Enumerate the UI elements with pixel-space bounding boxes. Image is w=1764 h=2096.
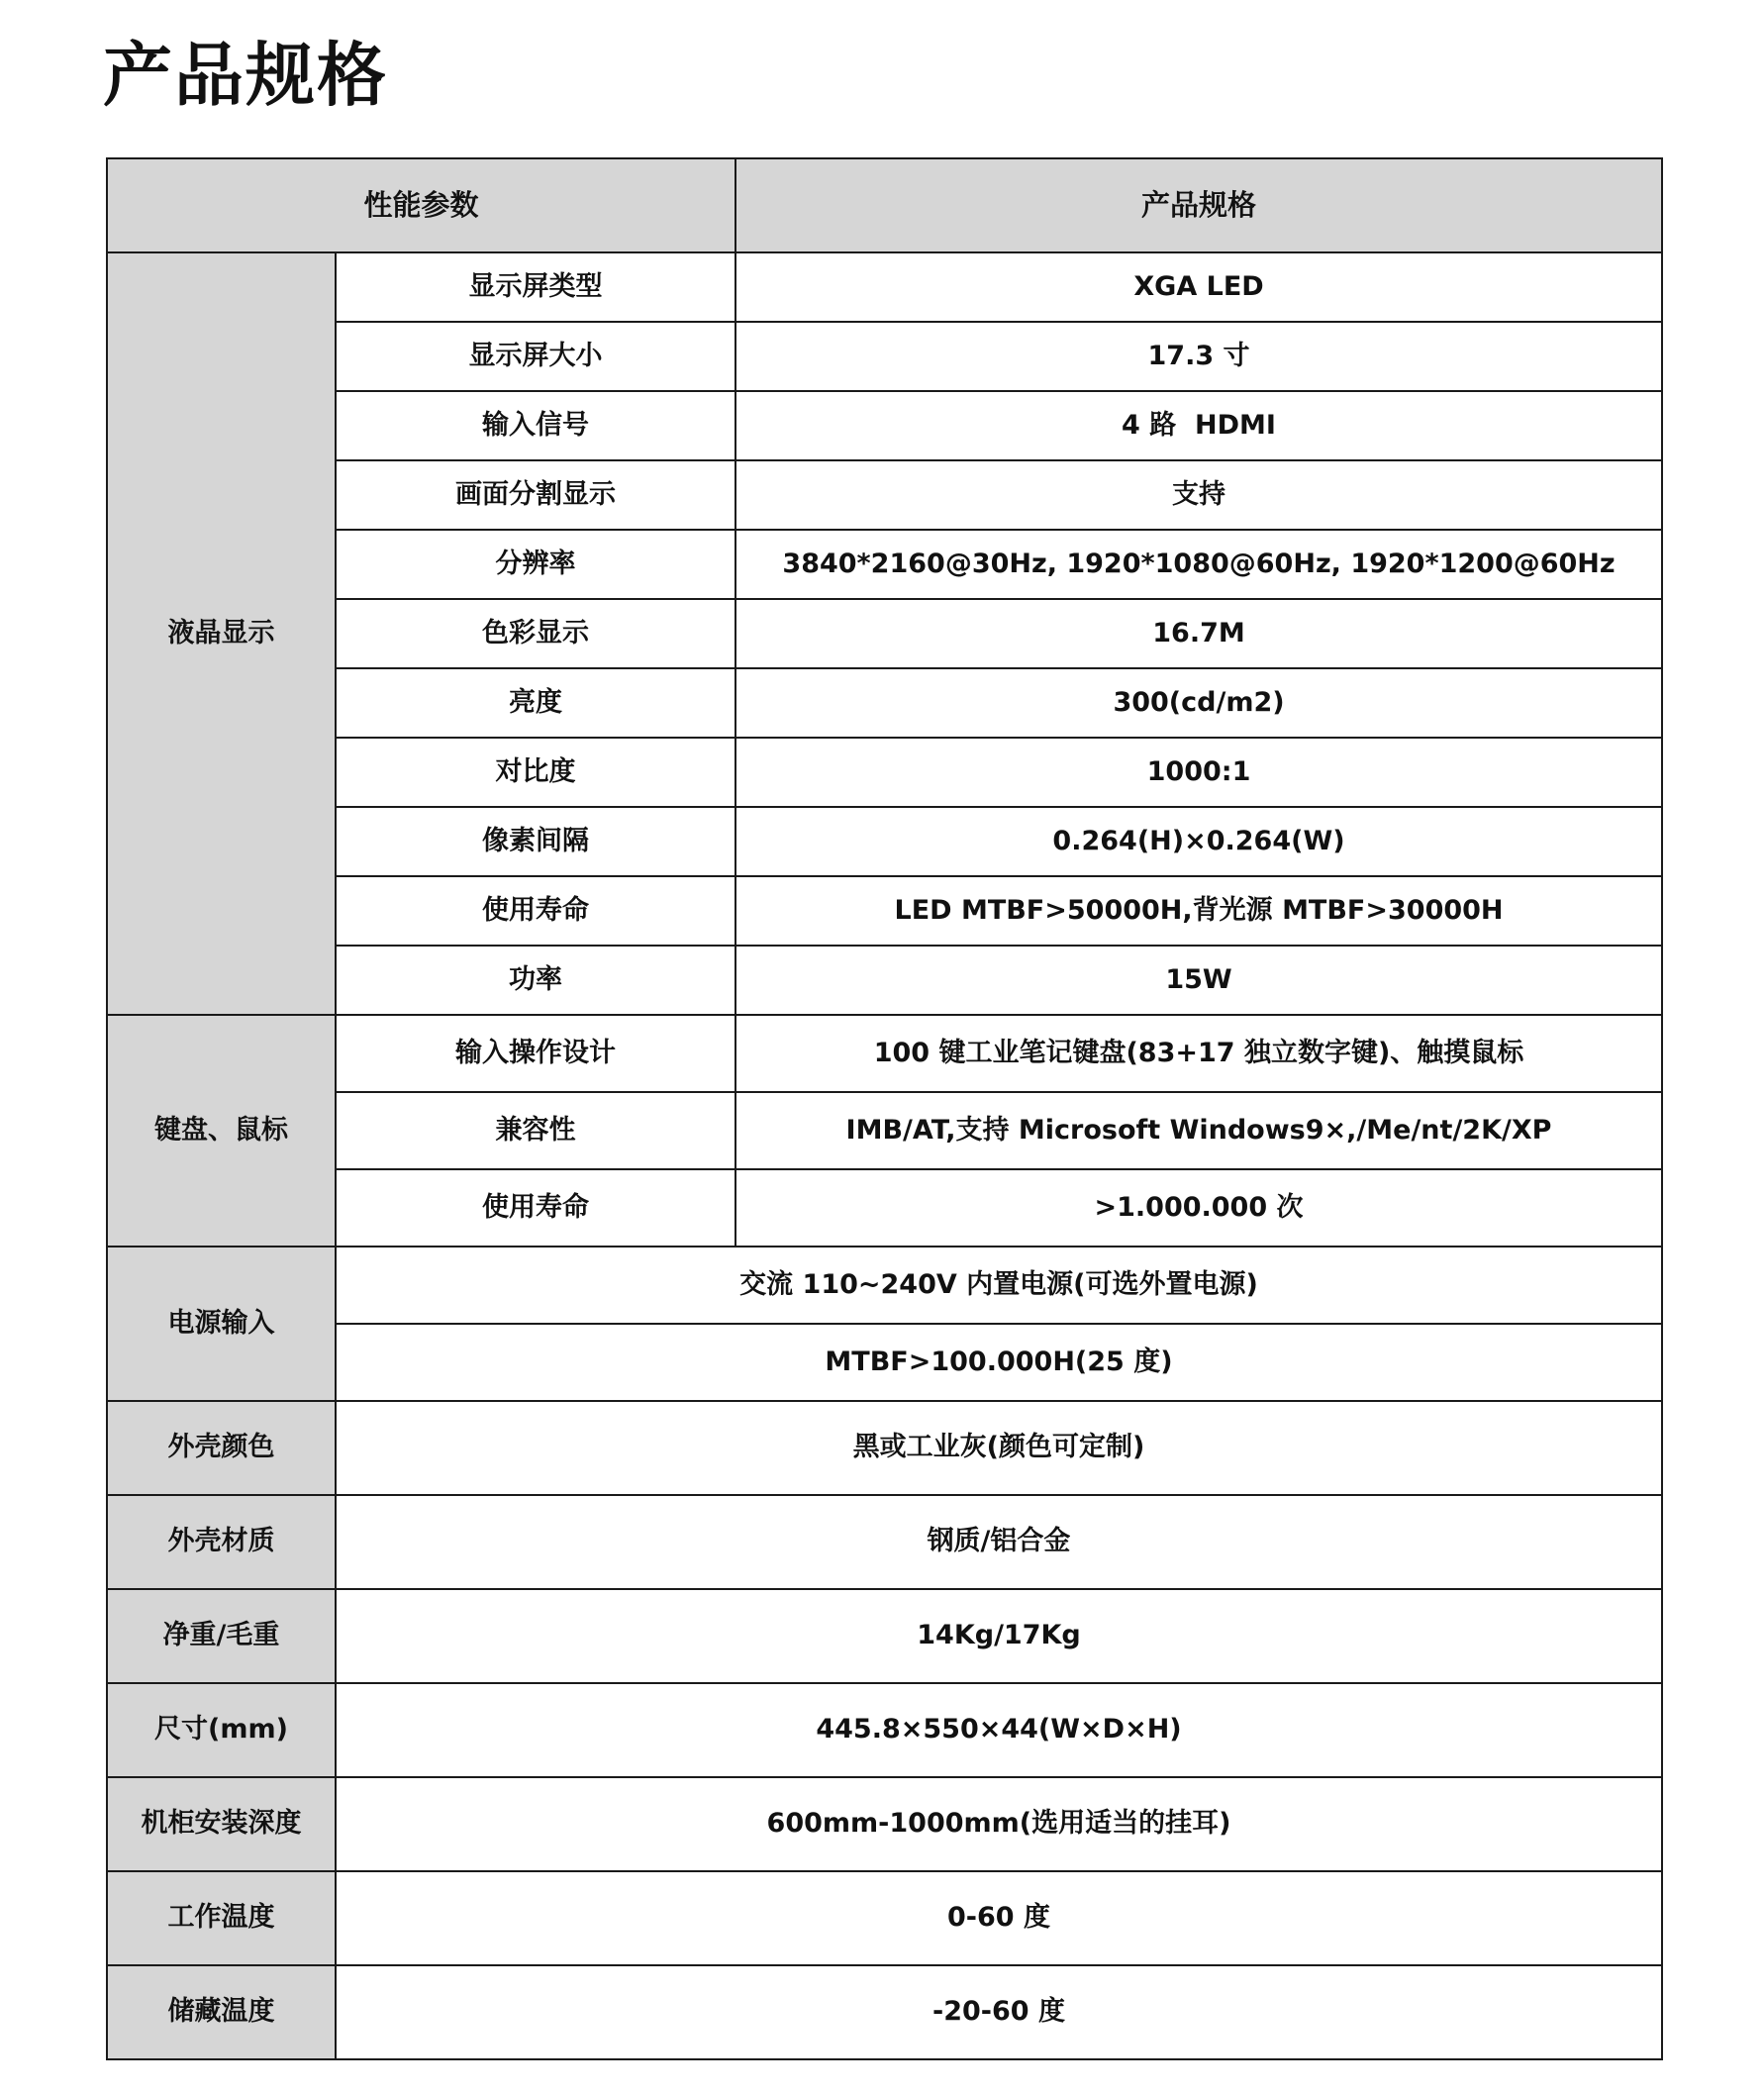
table-row — [107, 738, 1662, 807]
table-row — [107, 322, 1662, 391]
row-value: 3840*2160@30Hz, 1920*1080@60Hz, 1920*1200@60Hz — [735, 530, 1662, 599]
row-value: 100 键工业笔记键盘(83+17 独立数字键)、触摸鼠标 — [735, 1015, 1662, 1092]
row-label: 亮度 — [336, 668, 735, 738]
header-spec: 产品规格 — [735, 158, 1662, 252]
row-value: 17.3 寸 — [735, 322, 1662, 391]
row-value: 0-60 度 — [336, 1871, 1662, 1965]
row-value: 1000:1 — [735, 738, 1662, 807]
table-row — [107, 1092, 1662, 1169]
row-label: 像素间隔 — [336, 807, 735, 876]
row-label: 显示屏大小 — [336, 322, 735, 391]
table-row — [107, 807, 1662, 876]
row-value: MTBF>100.000H(25 度) — [336, 1324, 1662, 1401]
table-row — [107, 1324, 1662, 1401]
row-value: XGA LED — [735, 252, 1662, 322]
row-category: 外壳颜色 — [107, 1401, 336, 1495]
table-row — [107, 1169, 1662, 1247]
row-category: 储藏温度 — [107, 1965, 336, 2059]
table-row — [107, 460, 1662, 530]
row-label: 使用寿命 — [336, 876, 735, 946]
row-label: 使用寿命 — [336, 1169, 735, 1247]
category-power: 电源输入 — [107, 1247, 336, 1401]
row-value: 0.264(H)×0.264(W) — [735, 807, 1662, 876]
table-row — [107, 1871, 1662, 1965]
table-row — [107, 1589, 1662, 1683]
table-row — [107, 391, 1662, 460]
row-category: 工作温度 — [107, 1871, 336, 1965]
row-value: 支持 — [735, 460, 1662, 530]
row-category: 尺寸(mm) — [107, 1683, 336, 1777]
row-label: 显示屏类型 — [336, 252, 735, 322]
spec-table — [106, 157, 1663, 2060]
table-header-row — [107, 158, 1662, 252]
row-value: 黑或工业灰(颜色可定制) — [336, 1401, 1662, 1495]
row-label: 功率 — [336, 946, 735, 1015]
table-row — [107, 1683, 1662, 1777]
row-value: 16.7M — [735, 599, 1662, 668]
table-row — [107, 1015, 1662, 1092]
row-value: 钢质/铝合金 — [336, 1495, 1662, 1589]
row-category: 净重/毛重 — [107, 1589, 336, 1683]
row-value: 4 路 HDMI — [735, 391, 1662, 460]
row-label: 输入操作设计 — [336, 1015, 735, 1092]
table-row — [107, 1495, 1662, 1589]
table-row — [107, 1247, 1662, 1324]
row-label: 输入信号 — [336, 391, 735, 460]
header-param: 性能参数 — [107, 158, 735, 252]
table-row — [107, 1777, 1662, 1871]
row-value: 445.8×550×44(W×D×H) — [336, 1683, 1662, 1777]
category-lcd: 液晶显示 — [107, 252, 336, 1015]
row-value: 300(cd/m2) — [735, 668, 1662, 738]
table-row — [107, 1401, 1662, 1495]
row-value: 600mm-1000mm(选用适当的挂耳) — [336, 1777, 1662, 1871]
row-value: LED MTBF>50000H,背光源 MTBF>30000H — [735, 876, 1662, 946]
row-value: IMB/AT,支持 Microsoft Windows9×,/Me/nt/2K/XP — [735, 1092, 1662, 1169]
table-row — [107, 599, 1662, 668]
row-label: 对比度 — [336, 738, 735, 807]
table-row — [107, 876, 1662, 946]
row-value: 15W — [735, 946, 1662, 1015]
page-title: 产品规格 — [103, 35, 388, 116]
row-value: -20-60 度 — [336, 1965, 1662, 2059]
table-row — [107, 530, 1662, 599]
table-row — [107, 946, 1662, 1015]
category-keyboard: 键盘、鼠标 — [107, 1015, 336, 1247]
row-category: 机柜安装深度 — [107, 1777, 336, 1871]
table-row — [107, 668, 1662, 738]
table-row — [107, 1965, 1662, 2059]
row-label: 色彩显示 — [336, 599, 735, 668]
table-row — [107, 252, 1662, 322]
row-value: 14Kg/17Kg — [336, 1589, 1662, 1683]
row-value: >1.000.000 次 — [735, 1169, 1662, 1247]
row-label: 画面分割显示 — [336, 460, 735, 530]
row-category: 外壳材质 — [107, 1495, 336, 1589]
row-label: 分辨率 — [336, 530, 735, 599]
row-value: 交流 110~240V 内置电源(可选外置电源) — [336, 1247, 1662, 1324]
row-label: 兼容性 — [336, 1092, 735, 1169]
